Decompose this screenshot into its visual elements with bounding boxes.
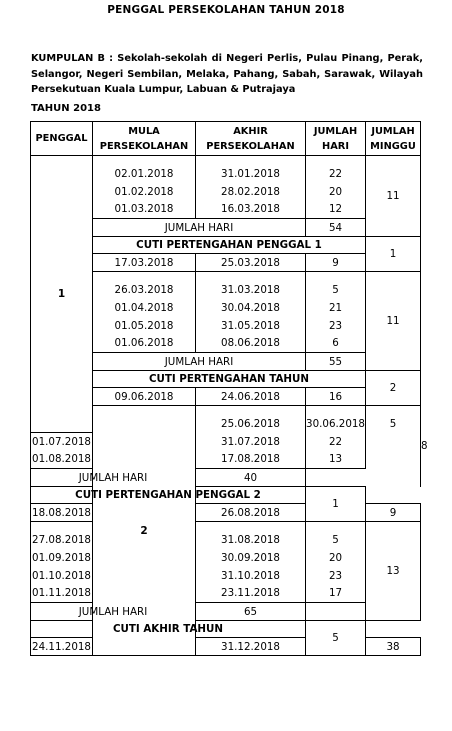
jumlah-hari-row: JUMLAH HARI 65 <box>31 603 421 621</box>
header-penggal: PENGGAL <box>31 122 93 156</box>
table-header-row <box>31 122 421 156</box>
table-row: 01.02.2018 28.02.2018 20 <box>31 183 421 201</box>
table-row: 01.04.2018 30.04.2018 21 <box>31 299 421 317</box>
table-row: 24.11.2018 31.12.2018 38 <box>31 638 421 656</box>
minggu-cell: 11 <box>366 272 421 371</box>
page-title: PENGGAL PERSEKOLAHAN TAHUN 2018 <box>107 4 345 16</box>
table-row: 01.07.2018 31.07.2018 22 <box>31 433 421 451</box>
jumlah-hari-row: JUMLAH HARI 54 <box>31 219 421 237</box>
cuti-row: CUTI PERTENGAHAN TAHUN 2 <box>31 371 421 388</box>
table-row: 01.10.2018 31.10.2018 23 <box>31 567 421 585</box>
table-row: 01.11.2018 23.11.2018 17 <box>31 585 421 603</box>
year-label: TAHUN 2018 <box>31 103 101 114</box>
jumlah-hari-row: JUMLAH HARI 40 <box>31 469 421 487</box>
term-label: 2 <box>93 406 196 656</box>
minggu-cell: 5 <box>306 621 366 656</box>
table-row: 02.01.2018 31.01.2018 22 <box>31 165 421 183</box>
table-row: 01.03.2018 16.03.2018 12 <box>31 201 421 219</box>
table-row: 26.03.2018 31.03.2018 5 <box>31 281 421 299</box>
header-mula: MULA PERSEKOLAHAN <box>93 122 196 156</box>
table-row: 01.09.2018 30.09.2018 20 <box>31 549 421 567</box>
header-jumlah-hari: JUMLAH HARI <box>306 122 366 156</box>
table-row: 27.08.2018 31.08.2018 5 <box>31 531 421 549</box>
table-row: 18.08.2018 26.08.2018 9 <box>31 504 421 522</box>
minggu-cell: 1 <box>366 237 421 272</box>
header-akhir: AKHIR PERSEKOLAHAN <box>196 122 306 156</box>
table-row: 01.05.2018 31.05.2018 23 <box>31 317 421 335</box>
minggu-cell: 11 <box>366 156 421 237</box>
minggu-cell: 13 <box>366 522 421 621</box>
table-row: 17.03.2018 25.03.2018 9 <box>31 254 421 272</box>
cuti-row: CUTI PERTENGAHAN PENGGAL 2 1 <box>31 487 421 504</box>
minggu-cell: 2 <box>366 371 421 406</box>
table-row: 25.06.2018 30.06.2018 5 <box>31 415 421 433</box>
kumpulan-description: KUMPULAN B : Sekolah-sekolah di Negeri Perlis, Pulau Pinang, Perak, Selangor, Negeri Sembilan, Melaka, Pahang, Sabah, Sarawak, Wilayah Persekutuan Kuala Lumpur, Labuan & Putrajaya <box>31 53 423 95</box>
minggu-cell: 1 <box>306 487 366 522</box>
table-row: 01.08.2018 17.08.2018 13 <box>31 451 421 469</box>
cuti-row: CUTI AKHIR TAHUN 5 <box>31 621 421 638</box>
cuti-row: CUTI PERTENGAHAN PENGGAL 1 1 <box>31 237 421 254</box>
header-jumlah-minggu: JUMLAH MINGGU <box>366 122 421 156</box>
jumlah-hari-row: JUMLAH HARI 55 <box>31 353 421 371</box>
table-row: 01.06.2018 08.06.2018 6 <box>31 335 421 353</box>
table-row: 09.06.2018 24.06.2018 16 <box>31 388 421 406</box>
term-label: 1 <box>31 156 93 433</box>
school-term-table: PENGGAL MULA PERSEKOLAHAN AKHIR PERSEKOLAHAN JUMLAH HARI JUMLAH MINGGU 1 11 02.01.2018 31.01.2018 22 01.02.2018 28.02.2018 20 01.03.2018 16.03.2018 12 JUMLAH HARI 54 CUTI PERTENGAHAN PENGGAL 1 1 17.03.2018 25.03.2018 9 11 26.03.2018 31.03.2018 5 01.04.2018 30.04.2018 21 01.05.2018 31.05.2018 23 01.06.2018 08.06.2018 6 JUMLAH HARI 55 CUTI PERTENGAHAN TAHUN 2 09.06.2018 24.06.2018 16 2 8 25.06.2018 30.06.2018 5 01.07.2018 31.07.2018 22 01.08.2018 17.08.2018 13 JUMLAH HARI 40 CUTI PERTENGAHAN PENGGAL 2 1 18.08.2018 26.08.2018 9 13 27.08.2018 31.08.2018 5 01.09.2018 30.09.2018 20 01.10.2018 31.10.2018 23 01.11.2018 23.11.2018 17 JUMLAH HARI 65 CUTI AKHIR TAHUN 5 24.11.2018 31.12.2018 38 <box>30 121 421 656</box>
